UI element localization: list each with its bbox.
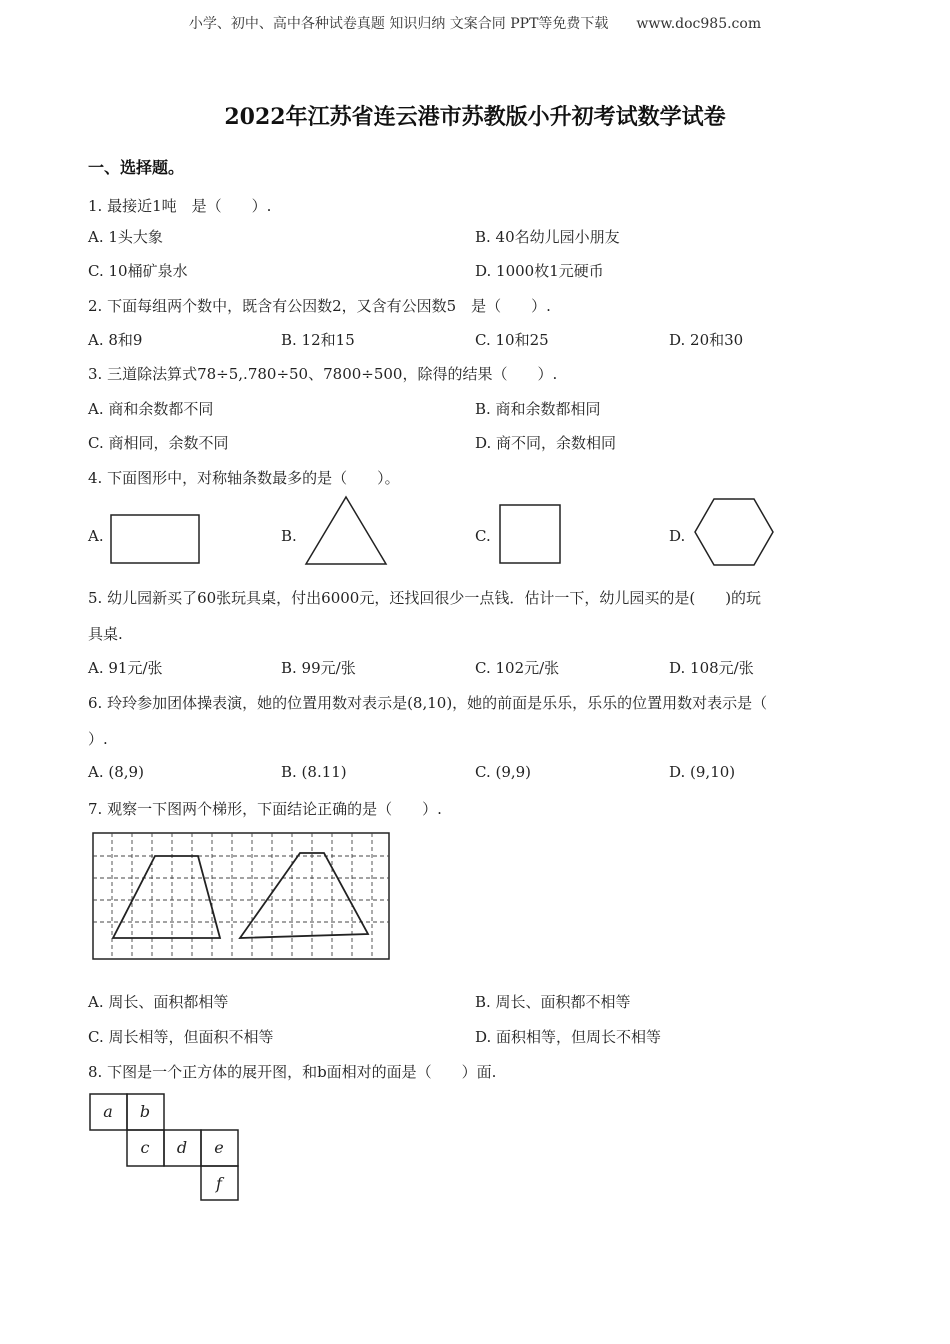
q7-option-a: A. 周长、面积都相等 xyxy=(88,993,229,1011)
q4-option-b: B. xyxy=(281,527,297,545)
q6-option-d: D. (9,10) xyxy=(669,763,736,781)
square-shape xyxy=(497,502,563,566)
q5-option-d: D. 108元/张 xyxy=(669,659,754,677)
q3-option-d: D. 商不同，余数相同 xyxy=(475,434,617,452)
cube-net-figure xyxy=(89,1092,241,1202)
q2-option-d: D. 20和30 xyxy=(669,331,744,349)
q3-option-b: B. 商和余数都相同 xyxy=(475,400,601,418)
triangle-shape xyxy=(303,494,389,568)
face-b-label: b xyxy=(139,1102,151,1121)
q5-option-b: B. 99元/张 xyxy=(281,659,356,677)
q4-stem: 4. 下面图形中，对称轴条数最多的是（ ）。 xyxy=(88,469,400,487)
q2-stem: 2. 下面每组两个数中，既含有公因数2，又含有公因数5 是（ ）. xyxy=(88,297,551,315)
q4-option-d: D. xyxy=(669,527,686,545)
section-heading: 一、选择题。 xyxy=(88,158,185,177)
q5-stem-line2: 具桌. xyxy=(88,625,123,643)
q4-option-a: A. xyxy=(88,527,104,545)
q3-stem: 3. 三道除法算式78÷5,.780÷50、7800÷500，除得的结果（ ）. xyxy=(88,365,558,383)
q5-option-c: C. 102元/张 xyxy=(475,659,560,677)
q6-stem-line1: 6. 玲玲参加团体操表演，她的位置用数对表示是(8,10)，她的前面是乐乐，乐乐的位置用数对表示是（ xyxy=(88,694,768,712)
q8-stem: 8. 下图是一个正方体的展开图，和b面相对的面是（ ）面. xyxy=(88,1063,497,1081)
q1-stem: 1. 最接近1吨 是（ ）. xyxy=(88,197,272,215)
page-title: 2022年江苏省连云港市苏教版小升初考试数学试卷 xyxy=(224,104,726,130)
q1-option-b: B. 40名幼儿园小朋友 xyxy=(475,228,620,246)
q3-option-c: C. 商相同，余数不同 xyxy=(88,434,229,452)
q6-option-b: B. (8.11) xyxy=(281,763,347,781)
page-header: 小学、初中、高中各种试卷真题 知识归纳 文案合同 PPT等免费下载 www.doc985.com xyxy=(188,16,762,32)
q5-stem-line1: 5. 幼儿园新买了60张玩具桌，付出6000元，还找回很少一点钱．估计一下，幼儿园买的是( )的玩 xyxy=(88,589,762,607)
q2-option-a: A. 8和9 xyxy=(88,331,143,349)
q7-stem: 7. 观察一下图两个梯形，下面结论正确的是（ ）. xyxy=(88,800,442,818)
q4-option-c: C. xyxy=(475,527,491,545)
q1-option-d: D. 1000枚1元硬币 xyxy=(475,262,604,280)
face-a-label: a xyxy=(103,1102,113,1121)
face-f-label: f xyxy=(216,1174,222,1193)
face-d-label: d xyxy=(176,1138,188,1157)
face-e-label: e xyxy=(214,1138,224,1157)
q1-option-c: C. 10桶矿泉水 xyxy=(88,262,188,280)
q6-option-a: A. (8,9) xyxy=(88,763,144,781)
hexagon-shape xyxy=(692,495,776,569)
q7-option-d: D. 面积相等，但周长不相等 xyxy=(475,1028,662,1046)
q7-option-c: C. 周长相等，但面积不相等 xyxy=(88,1028,274,1046)
rectangle-shape xyxy=(108,512,202,566)
trapezoid-grid-figure xyxy=(90,830,392,962)
q5-option-a: A. 91元/张 xyxy=(88,659,163,677)
q2-option-b: B. 12和15 xyxy=(281,331,355,349)
q6-stem-line2: ）. xyxy=(88,730,108,748)
q6-option-c: C. (9,9) xyxy=(475,763,532,781)
q3-option-a: A. 商和余数都不同 xyxy=(88,400,214,418)
q7-option-b: B. 周长、面积都不相等 xyxy=(475,993,631,1011)
face-c-label: c xyxy=(140,1138,150,1157)
q1-option-a: A. 1头大象 xyxy=(88,228,163,246)
q2-option-c: C. 10和25 xyxy=(475,331,549,349)
